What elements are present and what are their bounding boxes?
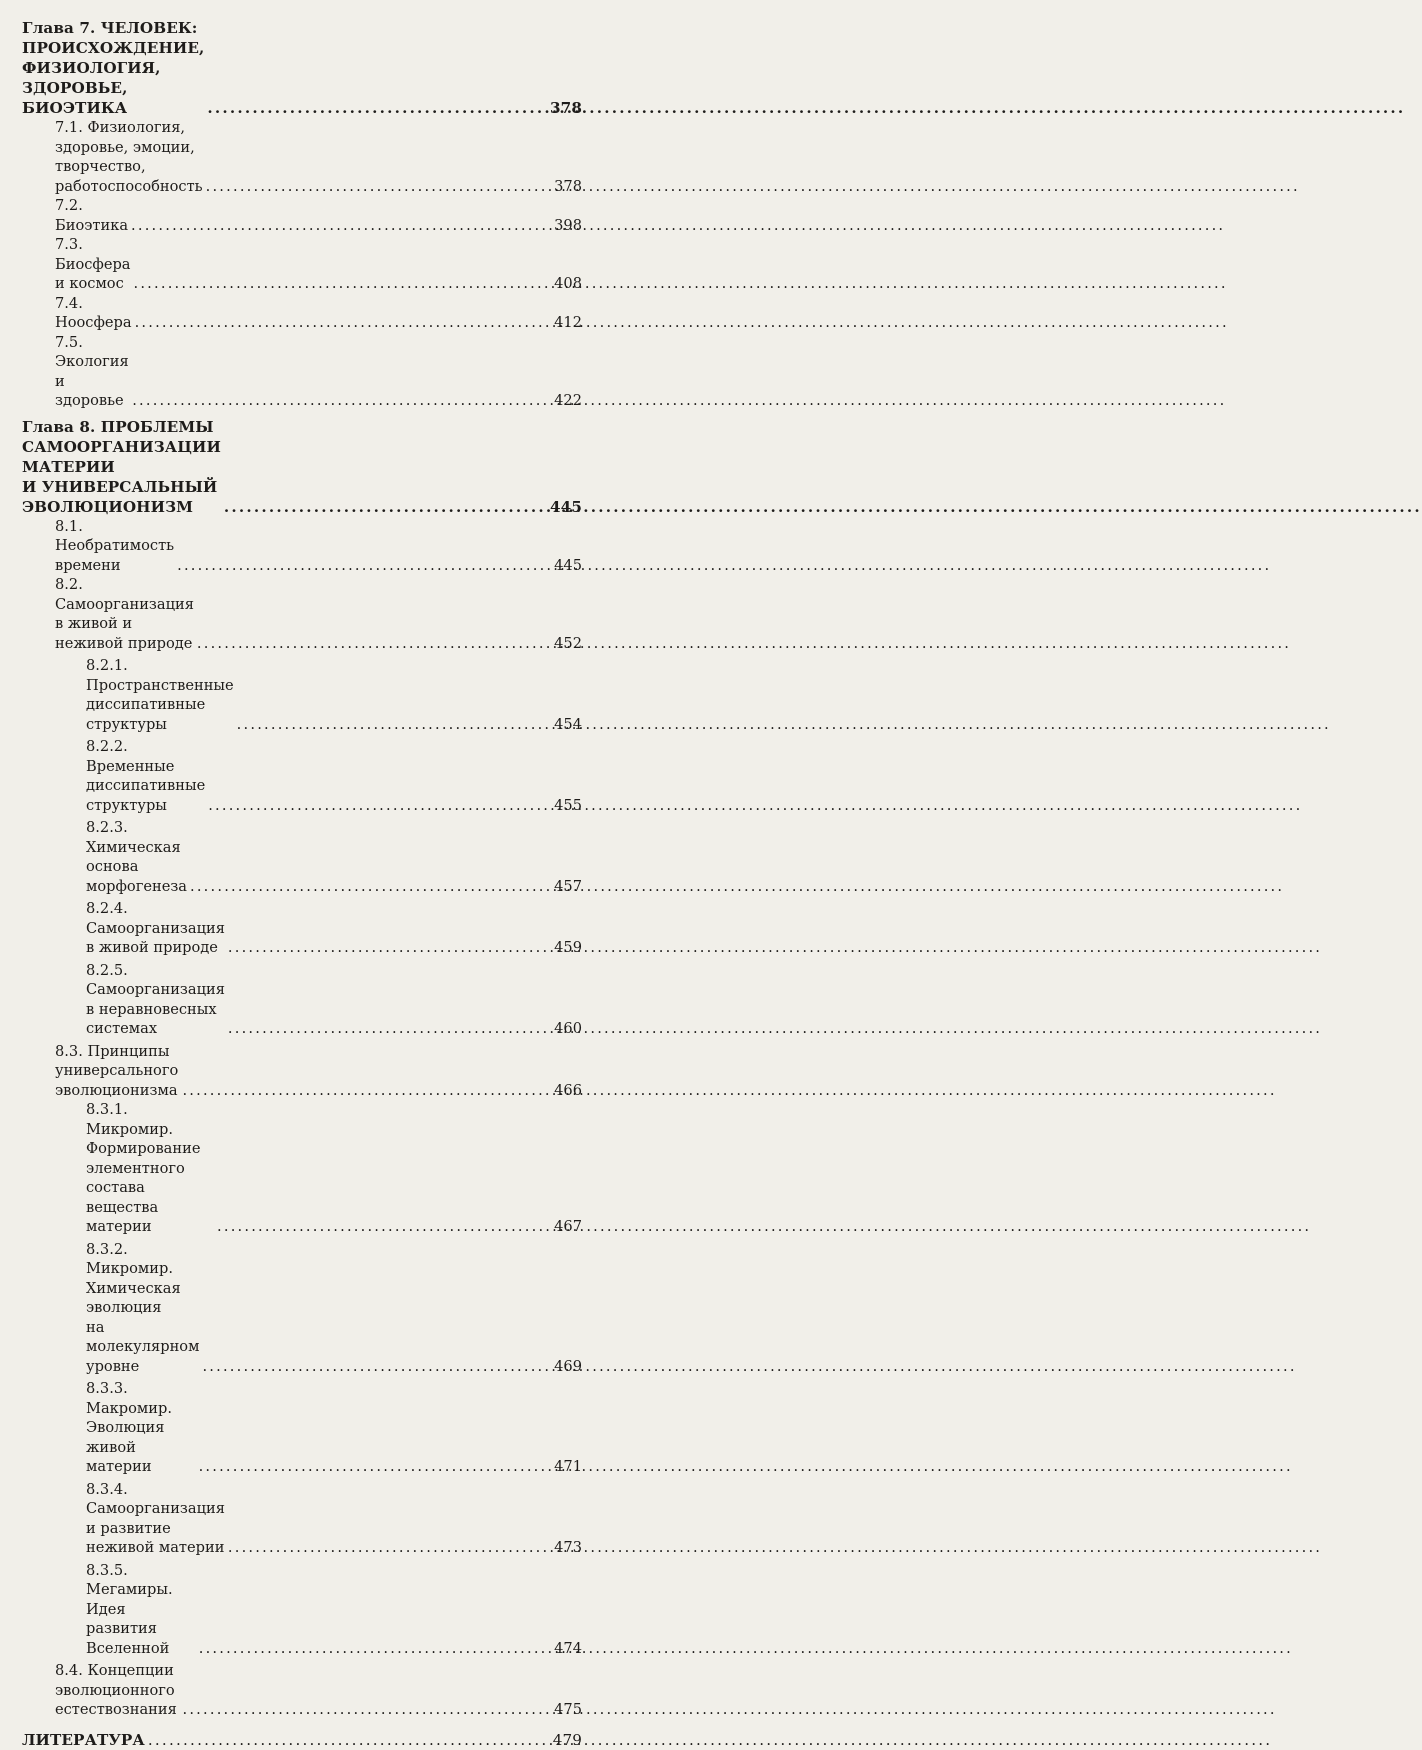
toc-dot-leader <box>132 391 551 411</box>
toc-item-title <box>86 1240 199 1377</box>
toc-page-number: 466 <box>554 1081 582 1099</box>
toc-page-number: 452 <box>554 634 582 652</box>
toc-item-8-3[interactable] <box>22 1042 582 1101</box>
toc-item-title: 8.2.4. Самоорганизация в живой природе <box>86 900 225 956</box>
toc-item-title: 8.2. Самоорганизация в живой и неживой природе <box>55 576 194 652</box>
toc-page-number: 479 <box>552 1730 582 1749</box>
toc-dot-leader <box>177 556 551 576</box>
toc-page-number: 422 <box>554 392 582 409</box>
toc-page-number: 412 <box>554 314 582 331</box>
toc-item-8-3-5[interactable] <box>22 1561 582 1659</box>
toc-item-title: 7.3. Биосфера и космос <box>55 236 131 292</box>
toc-dot-leader <box>207 98 547 118</box>
toc-item-8-3-4[interactable] <box>22 1480 582 1558</box>
toc-chapter-title-line: Глава 8. ПРОБЛЕМЫ САМООРГАНИЗАЦИИ МАТЕРИИ <box>22 417 221 476</box>
toc-page-number: 398 <box>554 216 582 234</box>
toc-item-title-line: работоспособность <box>55 177 203 195</box>
toc-item-title: 8.2.3. Химическая основа морфогенеза <box>86 819 187 895</box>
toc-page-number: 459 <box>554 939 582 956</box>
toc-page-number: 454 <box>554 715 582 733</box>
toc-page-number: 474 <box>554 1639 582 1657</box>
toc-item-title-line: 8.3.2. Микромир. Химическая эволюция <box>86 1240 181 1316</box>
toc-dot-leader <box>228 938 551 958</box>
toc-item-7-3[interactable] <box>22 235 582 294</box>
toc-dot-leader <box>148 1730 550 1750</box>
toc-item-8-3-2[interactable] <box>22 1240 582 1377</box>
toc-item-title-line: на молекулярном уровне <box>86 1318 200 1375</box>
toc-chapter-title: ЛИТЕРАТУРА <box>22 1730 145 1749</box>
toc-dot-leader <box>206 177 551 197</box>
toc-item-7-1[interactable] <box>22 118 582 196</box>
toc-item-title: 8.3.5. Мегамиры. Идея развития Вселенной <box>86 1561 173 1657</box>
toc-page-number: 467 <box>554 1218 582 1235</box>
toc-chapter-title <box>22 18 204 118</box>
toc-page-number: 469 <box>554 1357 582 1375</box>
toc-item-title: 7.5. Экология и здоровье <box>55 333 129 409</box>
toc-chapter-title-line: И УНИВЕРСАЛЬНЫЙ ЭВОЛЮЦИОНИЗМ <box>22 477 218 516</box>
toc-item-title: 8.3.4. Самоорганизация и развитие неживой материи <box>86 1480 225 1556</box>
toc-item-title: 8.3. Принципы универсального эволюционизма <box>55 1042 179 1099</box>
toc-item-8-1[interactable] <box>22 517 582 576</box>
toc-item-title-line: вещества материи <box>86 1198 159 1235</box>
toc-item-8-2-1[interactable] <box>22 656 582 734</box>
toc-item-title: 7.2. Биоэтика <box>55 197 129 234</box>
toc-item-8-4[interactable] <box>22 1661 582 1720</box>
toc-dot-leader <box>199 1639 551 1659</box>
toc-page-number: 460 <box>554 1020 582 1037</box>
toc-dot-leader <box>190 877 551 897</box>
toc-dot-leader <box>183 1700 552 1720</box>
toc-dot-leader <box>228 1538 551 1558</box>
toc-page-number: 473 <box>554 1539 582 1556</box>
toc-chapter-title-line: Глава 7. ЧЕЛОВЕК: ПРОИСХОЖДЕНИЕ, ФИЗИОЛОГИЯ, <box>22 19 205 77</box>
toc-item-8-2-4[interactable] <box>22 899 582 958</box>
toc-dot-leader <box>131 216 551 236</box>
toc-item-8-2-3[interactable] <box>22 818 582 896</box>
toc-chapter-title-line: ЗДОРОВЬЕ, БИОЭТИКА <box>22 79 128 117</box>
toc-dot-leader <box>134 274 552 294</box>
toc-item-title: 8.2.1. Пространственные диссипативные структуры <box>86 657 234 733</box>
toc-item-7-4[interactable] <box>22 294 582 333</box>
toc-dot-leader <box>228 1019 551 1039</box>
toc-item-7-2[interactable] <box>22 196 582 235</box>
toc-page-number: 445 <box>554 556 582 574</box>
toc-dot-leader <box>217 1217 551 1237</box>
toc-dot-leader <box>208 796 551 816</box>
toc-dot-leader <box>199 1457 551 1477</box>
toc-page-number: 378 <box>549 99 582 117</box>
toc-page-number: 445 <box>549 497 582 516</box>
toc-page-number: 471 <box>554 1458 582 1475</box>
toc-item-title: 8.2.2. Временные диссипативные структуры <box>86 738 206 814</box>
toc-page-number: 455 <box>554 796 582 814</box>
toc-item-7-5[interactable] <box>22 333 582 411</box>
toc-page-number: 408 <box>554 275 582 292</box>
table-of-contents-page <box>0 0 608 1749</box>
toc-item-8-3-1[interactable] <box>22 1100 582 1237</box>
toc-item-title: 7.4. Ноосфера <box>55 294 132 331</box>
toc-item-8-2[interactable] <box>22 575 582 653</box>
toc-page-number: 378 <box>554 177 582 195</box>
toc-chapter-7[interactable] <box>22 18 582 118</box>
toc-item-title <box>55 118 203 196</box>
toc-item-title-line: 7.1. Физиология, здоровье, эмоции, творчество, <box>55 119 195 175</box>
toc-item-8-2-2[interactable] <box>22 737 582 815</box>
toc-item-title <box>86 1100 214 1237</box>
toc-item-8-3-3[interactable] <box>22 1379 582 1477</box>
toc-item-title: 8.2.5. Самоорганизация в неравновесных системах <box>86 961 225 1037</box>
toc-chapter-title <box>22 417 221 517</box>
toc-dot-leader <box>182 1081 551 1101</box>
toc-dot-leader <box>237 715 551 735</box>
toc-dot-leader <box>202 1357 551 1377</box>
toc-page-number: 475 <box>554 1701 582 1718</box>
toc-item-title: 8.1. Необратимость времени <box>55 517 175 574</box>
toc-dot-leader <box>135 313 551 333</box>
toc-item-title: 8.3.3. Макромир. Эволюция живой материи <box>86 1380 172 1475</box>
toc-dot-leader <box>224 497 547 517</box>
toc-chapter-8[interactable] <box>22 417 582 517</box>
toc-item-title-line: 8.3.1. Микромир. Формирование элементного состава <box>86 1101 201 1196</box>
toc-page-number: 457 <box>554 877 582 895</box>
toc-dot-leader <box>197 634 551 654</box>
toc-literature[interactable] <box>22 1730 582 1750</box>
toc-item-title: 8.4. Концепции эволюционного естествознания <box>55 1662 177 1718</box>
toc-item-8-2-5[interactable] <box>22 961 582 1039</box>
